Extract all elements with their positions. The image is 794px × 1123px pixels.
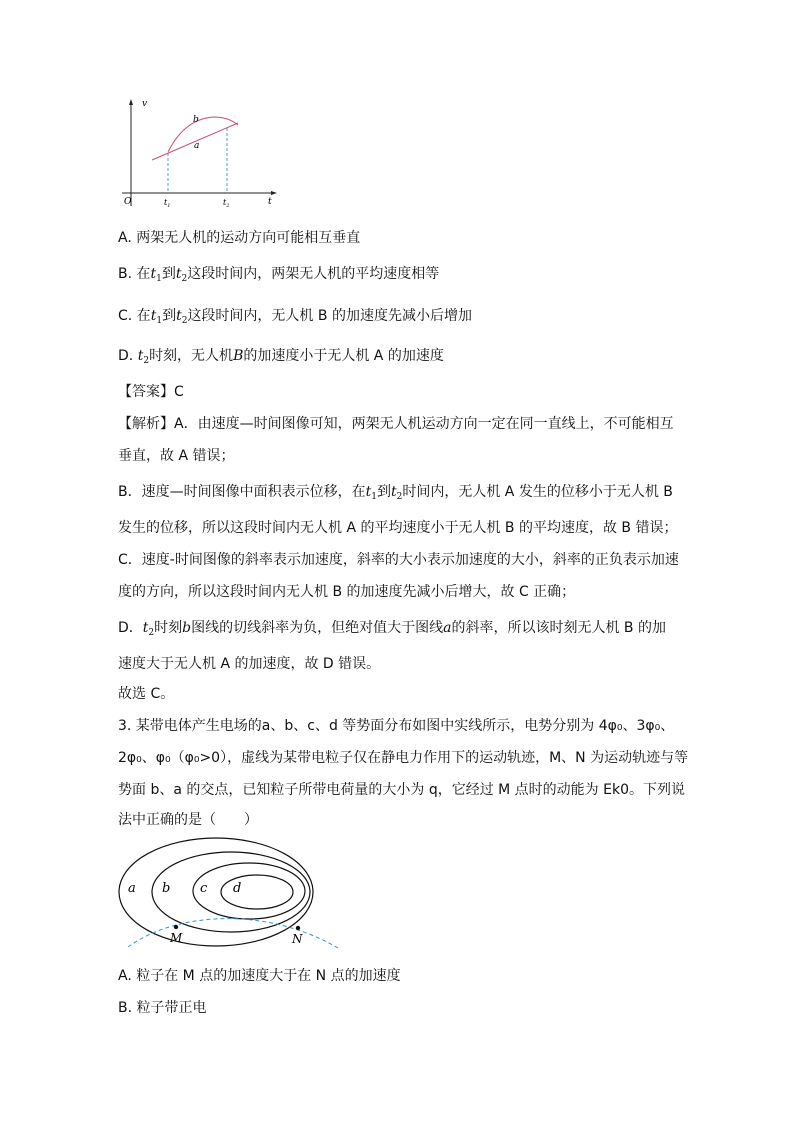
- t-axis-arrow: [271, 191, 277, 195]
- q2-option-d: D. $t_2$时刻，无人机B的加速度小于无人机 A 的加速度: [118, 348, 444, 366]
- label-a: a: [128, 881, 136, 896]
- label-c: c: [200, 881, 208, 896]
- label-n: N: [292, 932, 303, 946]
- origin-label: O: [124, 197, 132, 207]
- q2-explanation-d-2: 速度大于无人机 A 的加速度，故 D 错误。: [118, 656, 381, 672]
- equipotential-diagram: [116, 834, 346, 954]
- tick-t2-label: $t_2$: [223, 198, 230, 209]
- q3-option-a: A. 粒子在 M 点的加速度大于在 N 点的加速度: [118, 968, 401, 984]
- axis-v-label: v: [142, 99, 148, 109]
- q2-explanation-b-1: B．速度—时间图像中面积表示位移，在$t_1$到$t_2$时间内，无人机 A 发生的位移小于无人机 B: [118, 484, 673, 502]
- v-axis-arrow: [129, 99, 133, 105]
- q2-explanation-d-1: D．$t_2$时刻b图线的切线斜率为负，但绝对值大于图线a的斜率，所以该时刻无人机 B 的加: [118, 620, 666, 638]
- q2-conclusion: 故选 C。: [118, 686, 175, 702]
- q3-stem-1: 3. 某带电体产生电场的a、b、c、d 等势面分布如图中实线所示，电势分别为 4φ₀、3φ₀、: [118, 718, 675, 734]
- q2-explanation-a-2: 垂直，故 A 错误；: [118, 448, 235, 464]
- equipotential-a: [119, 838, 313, 946]
- q2-answer: 【答案】C: [118, 384, 184, 400]
- q3-option-b: B. 粒子带正电: [118, 1000, 207, 1016]
- label-m: M: [170, 931, 183, 945]
- q2-explanation-c-2: 度的方向，所以这段时间内无人机 B 的加速度先减小后增大，故 C 正确；: [118, 584, 576, 600]
- point-n: [296, 926, 300, 930]
- equipotential-c: [193, 863, 305, 919]
- curve-b: [168, 117, 238, 152]
- line-a-label: a: [194, 141, 200, 151]
- equipotential-d: [221, 875, 293, 909]
- q3-stem-2: 2φ₀、φ₀（φ₀>0），虚线为某带电粒子仅在静电力作用下的运动轨迹，M、N 为运动轨迹与等: [118, 750, 689, 766]
- q2-explanation-c-1: C．速度-时间图像的斜率表示加速度，斜率的大小表示加速度的大小，斜率的正负表示加速: [118, 552, 679, 568]
- q2-explanation-b-2: 发生的位移，所以这段时间内无人机 A 的平均速度小于无人机 B 的平均速度，故 B 错误；: [118, 520, 678, 536]
- tick-t1-label: $t_1$: [164, 198, 171, 209]
- point-m: [174, 925, 178, 929]
- q3-stem-4: 法中正确的是（ ）: [118, 812, 258, 828]
- q2-option-a: A. 两架无人机的运动方向可能相互垂直: [118, 230, 361, 246]
- label-d: d: [233, 881, 242, 896]
- q2-option-c: C. 在$t_1$到$t_2$这段时间内，无人机 B 的加速度先减小后增加: [118, 308, 472, 326]
- curve-b-label: b: [193, 115, 199, 125]
- q2-option-b: B. 在$t_1$到$t_2$这段时间内，两架无人机的平均速度相等: [118, 266, 440, 284]
- velocity-time-graph: [118, 96, 288, 211]
- particle-trajectory: [128, 919, 338, 948]
- q3-stem-3: 势面 b、a 的交点，已知粒子所带电荷量的大小为 q，它经过 M 点时的动能为 Ek0。下列说: [118, 782, 685, 798]
- q2-explanation-a-1: 【解析】A．由速度—时间图像可知，两架无人机运动方向一定在同一直线上，不可能相互: [118, 416, 674, 432]
- axis-t-label: t: [268, 197, 272, 207]
- label-b: b: [162, 881, 171, 896]
